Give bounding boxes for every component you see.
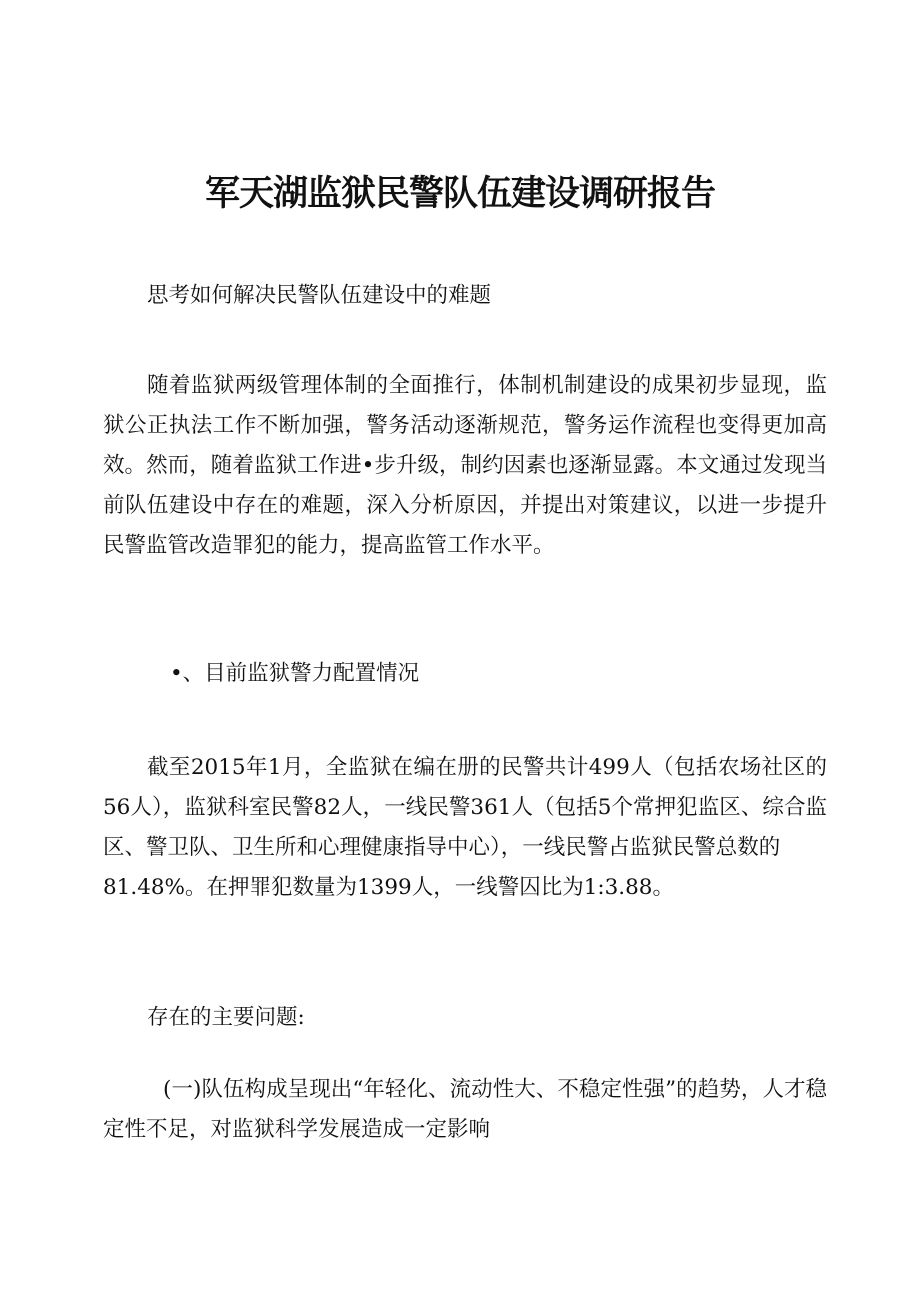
problem-item-text: (一)队伍构成呈现出“年轻化、流动性大、不稳定性强”的趋势，人才稳定性不足，对监狱科学发展造成一定影响 — [103, 1077, 827, 1142]
stats-paragraph — [103, 748, 827, 908]
subtitle-paragraph: 思考如何解决民警队伍建设中的难题 — [147, 283, 492, 308]
stats-text: 截至2015年1月，全监狱在编在册的民警共计499人（包括农场社区的56人），监狱科室民警82人，一线民警361人（包括5个常押犯监区、综合监区、警卫队、卫生所和心理健康指导中心），一线民警占监狱民警总数的 — [103, 755, 827, 860]
intro-paragraph: 随着监狱两级管理体制的全面推行，体制机制建设的成果初步显现，监狱公正执法工作不断加强，警务活动逐渐规范，警务运作流程也变得更加高效。然而，随着监狱工作进•步升级，制约因素也逐渐显露。本文通过发现当前队伍建设中存在的难题，深入分析原因，并提出对策建议，以进一步提升民警监管改造罪犯的能力，提高监管工作水平。 — [103, 373, 827, 558]
document-title: 军天湖监狱民警队伍建设调研报告 — [204, 174, 715, 214]
problems-heading: 存在的主要问题: — [147, 1005, 305, 1030]
stats-text-end: 81.48%。在押罪犯数量为1399人，一线警囚比为1:3.88。 — [103, 875, 674, 900]
section-heading: •、目前监狱警力配置情况 — [170, 661, 420, 686]
problem-item — [103, 1070, 827, 1150]
